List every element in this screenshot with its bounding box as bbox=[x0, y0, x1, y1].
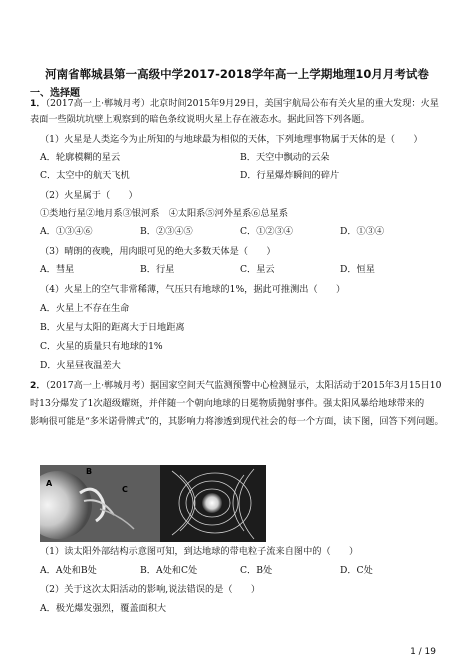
q1-number: 1． bbox=[30, 98, 46, 109]
section-heading: 一、选择题 bbox=[30, 88, 80, 99]
q1-sub2-option-c: C．①②③④ bbox=[240, 226, 293, 237]
figure-label-c: C bbox=[122, 485, 128, 494]
figure-label-b: B bbox=[86, 467, 93, 476]
page-title: 河南省郸城县第一高级中学2017-2018学年高一上学期地理10月月考试卷 bbox=[45, 67, 429, 81]
q1-sub2: （2）火星属于（ ） bbox=[40, 190, 138, 201]
q1-stem-line2: 表面一些陨坑坑壁上观察到的暗色条纹说明火星上存在液态水。据此回答下列各题。 bbox=[30, 114, 370, 125]
q2-number: 2． bbox=[30, 380, 46, 391]
solar-activity-figure bbox=[40, 465, 266, 542]
q1-sub3-option-b: B．行星 bbox=[140, 264, 175, 275]
q1-sub2-option-d: D．①③④ bbox=[340, 226, 385, 237]
q1-sub4: （4）火星上的空气非常稀薄，气压只有地球的1%，据此可推测出（ ） bbox=[40, 284, 346, 295]
q1-sub1: （1）火星是人类迄今为止所知的与地球最为相似的天体，下列地理事物属于天体的是（ ） bbox=[40, 134, 423, 145]
q1-sub1-option-b: B．天空中飘动的云朵 bbox=[240, 152, 330, 163]
q2-sub1-option-a: A．A处和B处 bbox=[40, 565, 97, 576]
q1-sub3-option-a: A．彗星 bbox=[40, 264, 75, 275]
q1-sub1-option-d: D．行星爆炸瞬间的碎片 bbox=[240, 170, 340, 181]
q2-sub1: （1）读太阳外部结构示意图可知，到达地球的带电粒子流来自图中的（ ） bbox=[40, 546, 359, 557]
q1-sub4-option-d: D．火星昼夜温差大 bbox=[40, 360, 121, 371]
q1-sub4-option-c: C．火星的质量只有地球的1% bbox=[40, 341, 163, 352]
q1-sub2-option-a: A．①③④⑥ bbox=[40, 226, 93, 237]
q1-stem-text: （2017高一上·郸城月考）北京时间2015年9月29日，美国宇航局公布有关火星的重大发现：火星 bbox=[45, 98, 439, 109]
figure-label-a: A bbox=[46, 479, 53, 488]
q1-sub1-option-a: A．轮廓模糊的星云 bbox=[40, 152, 121, 163]
q1-sub3-option-d: D．恒星 bbox=[340, 264, 375, 275]
q2-sub1-option-b: B．A处和C处 bbox=[140, 565, 198, 576]
q2-stem-line2: 时13分爆发了1次超级耀斑，并伴随一个朝向地球的日冕物质抛射事件。强太阳风暴给地球带来的 bbox=[30, 398, 425, 409]
solar-figure-graphic bbox=[40, 465, 266, 542]
q1-sub4-option-b: B．火星与太阳的距离大于日地距离 bbox=[40, 322, 185, 333]
q1-stem-line1 bbox=[30, 98, 439, 110]
q2-stem-line1 bbox=[30, 380, 441, 392]
q2-stem-line3: 影响很可能是“多米诺骨牌式”的，其影响力将渗透到现代社会的每一个方面，读下图，回答下列问题。 bbox=[30, 416, 444, 427]
q1-sub2-list: ①类地行星②地月系③银河系 ④太阳系⑤河外星系⑥总星系 bbox=[40, 208, 289, 219]
q1-sub3: （3）晴朗的夜晚，用肉眼可见的绝大多数天体是（ ） bbox=[40, 246, 276, 257]
q2-sub2: （2）关于这次太阳活动的影响,说法错误的是（ ） bbox=[40, 584, 261, 595]
q1-sub2-option-b: B．②③④⑤ bbox=[140, 226, 193, 237]
q1-sub3-option-c: C．星云 bbox=[240, 264, 275, 275]
q2-sub2-option-a: A．极光爆发强烈，覆盖面积大 bbox=[40, 603, 167, 614]
q1-sub4-option-a: A．火星上不存在生命 bbox=[40, 303, 130, 314]
q2-stem-text: （2017高一上·郸城月考）据国家空间天气监测预警中心检测显示，太阳活动于2015年3月15日10 bbox=[45, 380, 442, 391]
q2-sub1-option-d: D．C处 bbox=[340, 565, 373, 576]
page-number: 1 / 19 bbox=[410, 647, 436, 657]
q1-sub1-option-c: C．太空中的航天飞机 bbox=[40, 170, 130, 181]
q2-sub1-option-c: C．B处 bbox=[240, 565, 273, 576]
